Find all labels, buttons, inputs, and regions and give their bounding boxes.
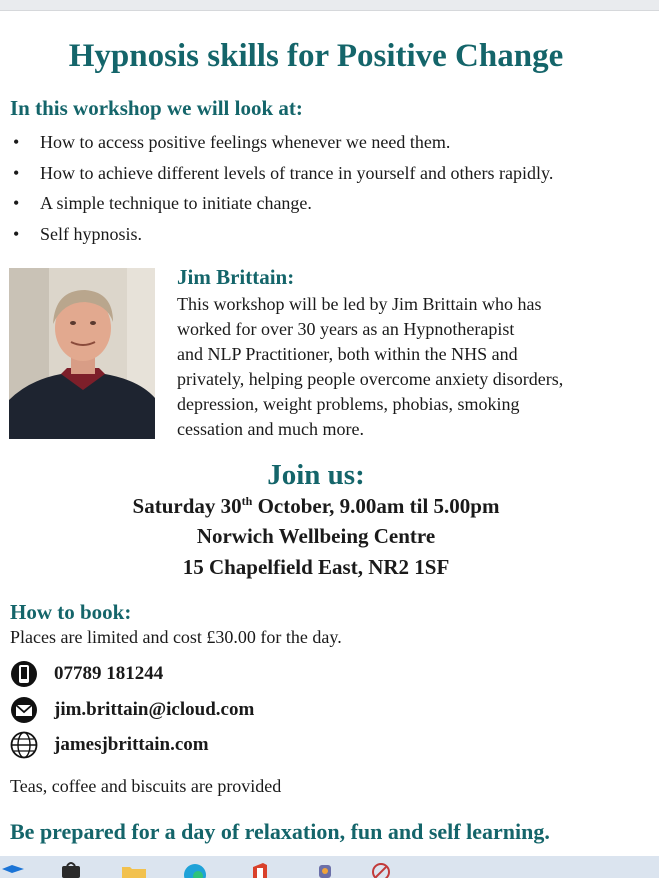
- list-item: [10, 188, 650, 219]
- list-item-text: How to access positive feelings whenever we need them.: [40, 132, 451, 152]
- bullet-icon: •: [13, 132, 20, 152]
- email-contact: [10, 696, 254, 724]
- event-address: 15 Chapelfield East, NR2 1SF: [182, 555, 450, 579]
- event-date-suffix: th: [241, 494, 253, 508]
- bullet-icon: •: [13, 162, 20, 183]
- refreshments-note: Teas, coffee and biscuits are provided: [10, 776, 282, 796]
- event-venue: Norwich Wellbeing Centre: [196, 524, 436, 548]
- list-item: [10, 219, 650, 250]
- store-icon[interactable]: [58, 859, 84, 878]
- windows-icon[interactable]: [0, 859, 26, 878]
- email-address[interactable]: jim.brittain@icloud.com: [54, 699, 255, 720]
- phone-icon: [10, 660, 38, 688]
- booking-text: Places are limited and cost £30.00 for the day.: [10, 627, 342, 647]
- website-link[interactable]: jamesjbrittain.com: [54, 734, 209, 755]
- bio-line: This workshop will be led by Jim Brittain who has: [177, 294, 542, 314]
- taskbar: [0, 856, 659, 878]
- pin-icon[interactable]: [368, 859, 394, 878]
- event-date-time: October, 9.00am til 5.00pm: [252, 494, 500, 518]
- bullet-icon: •: [13, 223, 20, 244]
- app-icon[interactable]: [312, 859, 338, 878]
- event-date-day: Saturday 30: [132, 494, 242, 518]
- booking-heading: How to book:: [10, 600, 132, 624]
- list-item-text: A simple technique to initiate change.: [40, 193, 312, 213]
- list-item-text: Self hypnosis.: [40, 223, 143, 244]
- list-item: [10, 158, 650, 189]
- edge-icon[interactable]: [182, 859, 208, 878]
- portrait-image: [9, 268, 155, 439]
- bio-line: privately, helping people overcome anxiety disorders,: [177, 369, 564, 389]
- bio-line: depression, weight problems, phobias, smoking: [177, 394, 520, 414]
- phone-number[interactable]: 07789 181244: [54, 663, 164, 684]
- page-title: Hypnosis skills for Positive Change: [68, 38, 564, 74]
- workshop-heading: In this workshop we will look at:: [10, 96, 303, 120]
- bio-line: and NLP Practitioner, both within the NHS and: [177, 344, 518, 364]
- globe-icon: [10, 731, 38, 759]
- presenter-name: Jim Brittain:: [177, 265, 295, 289]
- bullet-icon: •: [13, 193, 20, 213]
- presenter-photo: [9, 268, 155, 439]
- event-date: [0, 494, 632, 519]
- folder-icon[interactable]: [120, 859, 148, 878]
- office-icon[interactable]: [247, 859, 273, 878]
- bio-line: cessation and much more.: [177, 419, 364, 439]
- workshop-list: [10, 127, 650, 249]
- bio-line: worked for over 30 years as an Hypnotherapist: [177, 319, 515, 339]
- join-heading: Join us:: [267, 459, 365, 491]
- list-item: [10, 127, 650, 158]
- phone-contact: [10, 660, 163, 688]
- presenter-bio: [177, 292, 647, 442]
- list-item-text: How to achieve different levels of trance in yourself and others rapidly.: [40, 162, 554, 183]
- closing-line: Be prepared for a day of relaxation, fun and self learning.: [10, 819, 550, 844]
- website-contact: [10, 731, 209, 759]
- top-bar: [0, 0, 659, 11]
- envelope-icon: [10, 696, 38, 724]
